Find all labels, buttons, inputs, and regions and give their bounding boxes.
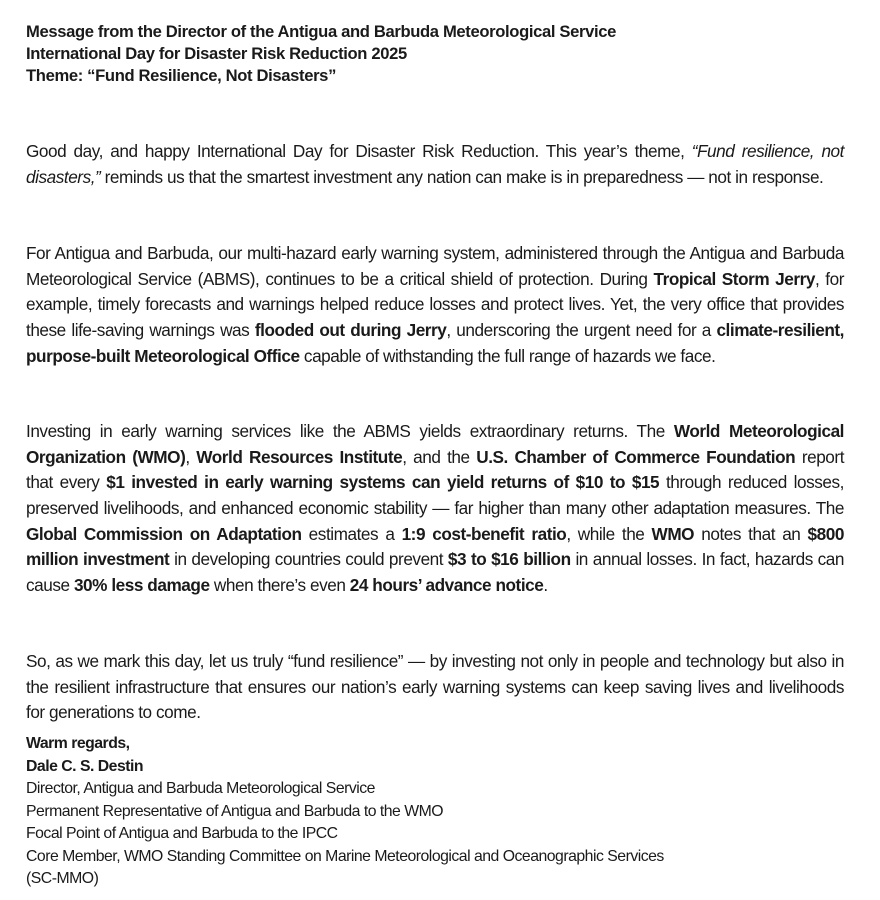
emphasis-damage: 30% less damage [73,574,210,595]
paragraph-greeting: Good day, and happy International Day for Disaster Risk Reduction. This year’s theme, “Fund resilience, not disasters,” reminds us that the smartest investment any nation can make is in preparedness — not in response. [26,141,844,187]
emphasis-gca: Global Commission on Adaptation [26,523,302,544]
emphasis-ratio: 1:9 cost-benefit ratio [401,523,567,544]
signature-block [26,733,664,891]
header-theme: Theme: “Fund Resilience, Not Disasters” [26,66,337,85]
emphasis-800m: $800 million investment [26,523,844,570]
closing-salutation: Warm regards, [26,735,130,752]
document-header [26,21,616,87]
signatory-title: Permanent Representative of Antigua and Barbuda to the WMO [26,802,444,820]
paragraph-closing: So, as we mark this day, let us truly “fund resilience” — by investing not only in people and technology but also in the resilient infrastructure that ensures our nation’s early warning systems can keep saving lives and livelihoods for generations to come. [26,651,844,723]
signatory-title: Focal Point of Antigua and Barbuda to the IPCC [26,825,338,842]
paragraph-investment: Investing in early warning services like the ABMS yields extraordinary returns. The World Meteorological Organization (WMO), World Resources Institute, and the U.S. Chamber of Commerce Foundation report that every $1 invested in early warning systems can yield returns of $10 to $15 through reduced losses, preserved livelihoods, and enhanced economic stability — far higher than many other adaptation measures. The Global Commission on Adaptation estimates a 1:9 cost-benefit ratio, while the WMO notes that an $800 million investment in developing countries could prevent $3 to $16 billion in annual losses. In fact, hazards can cause 30% less damage when there’s even 24 hours’ advance notice. [26,421,845,595]
signatory-title: (SC-MMO) [26,870,99,887]
emphasis-return: $1 invested in early warning systems can yield returns of $10 to $15 [106,472,660,493]
emphasis-storm-name: Tropical Storm Jerry [653,268,815,289]
emphasis-notice: 24 hours’ advance notice [349,574,544,595]
header-title: Message from the Director of the Antigua and Barbuda Meteorological Service [26,22,616,41]
signatory-name: Dale C. S. Destin [26,757,144,775]
signatory-title: Core Member, WMO Standing Committee on Marine Meteorological and Oceanographic Services [26,847,664,865]
header-event: International Day for Disaster Risk Reduction 2025 [26,44,407,63]
emphasis-met-office: climate-resilient, purpose-built Meteorological Office [26,319,844,366]
emphasis-wri: World Resources Institute [196,446,403,467]
emphasis-chamber: U.S. Chamber of Commerce Foundation [476,446,796,467]
theme-quote: “Fund resilience, not disasters,” [26,141,844,187]
emphasis-wmo: World Meteorological Organization (WMO) [26,421,844,467]
paragraph-early-warning: For Antigua and Barbuda, our multi-hazard early warning system, administered through the Antigua and Barbuda Meteorological Service (ABMS), continues to be a critical shield of protection. During Tropical Storm Jerry, for example, timely forecasts and warnings helped reduce losses and protect lives. Yet, the very office that provides these life-saving warnings was flooded out during Jerry, underscoring the urgent need for a climate-resilient, purpose-built Meteorological Office capable of withstanding the full range of hazards we face. [26,243,845,366]
signatory-title: Director, Antigua and Barbuda Meteorological Service [26,780,375,797]
emphasis-flooded: flooded out during Jerry [254,319,447,340]
emphasis-billion: $3 to $16 billion [447,549,571,570]
emphasis-wmo-short: WMO [651,523,695,544]
